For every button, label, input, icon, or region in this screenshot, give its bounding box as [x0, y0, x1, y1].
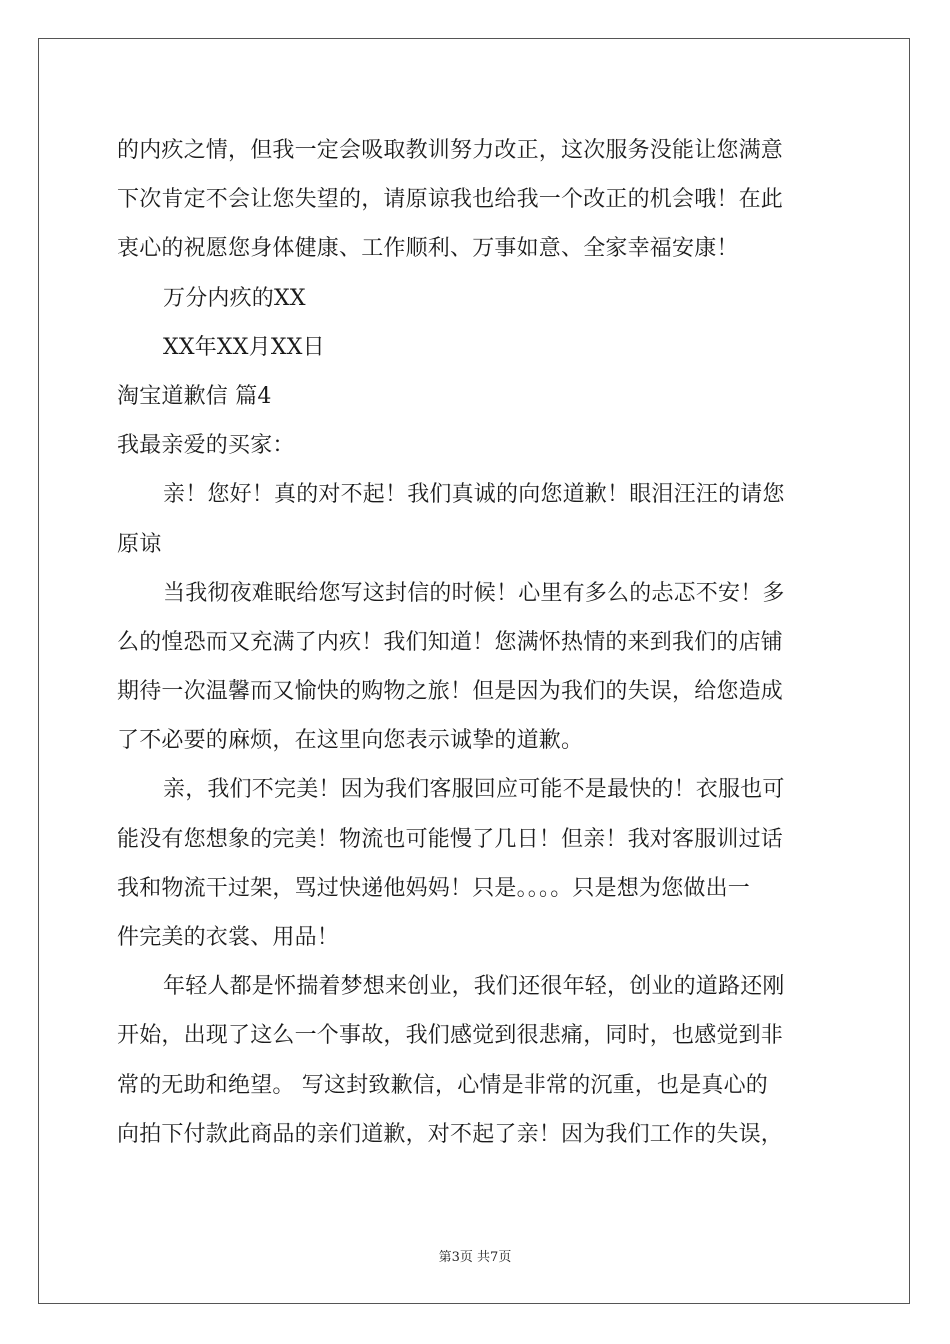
text-line-13: 了不必要的麻烦，在这里向您表示诚挚的道歉。: [117, 728, 584, 754]
text-line-8: 亲！您好！真的对不起！我们真诚的向您道歉！眼泪汪汪的请您: [163, 482, 785, 508]
text-line-20: 常的无助和绝望。 写这封致歉信，心情是非常的沉重，也是真心的: [117, 1072, 768, 1098]
text-line-2: 下次肯定不会让您失望的，请原谅我也给我一个改正的机会哦！在此: [117, 187, 784, 213]
text-line-15: 能没有您想象的完美！物流也可能慢了几日！但亲！我对客服训过话: [117, 826, 784, 852]
text-line-18: 年轻人都是怀揣着梦想来创业，我们还很年轻，创业的道路还刚: [163, 974, 785, 1000]
text-line-14: 亲，我们不完美！因为我们客服回应可能不是最快的！衣服也可: [163, 777, 785, 803]
text-line-11: 么的惶恐而又充满了内疚！我们知道！您满怀热情的来到我们的店铺: [117, 629, 784, 655]
text-line-3: 衷心的祝愿您身体健康、工作顺利、万事如意、全家幸福安康！: [117, 236, 739, 262]
date-line: XX年XX月XX日: [163, 334, 325, 360]
page-footer: 第3页 共7页: [438, 1250, 512, 1265]
salutation: 我最亲爱的买家：: [117, 433, 295, 459]
text-line-16: 我和物流干过架，骂过快递他妈妈！只是。。。。只是想为您做出一: [117, 875, 751, 901]
section-heading: 淘宝道歉信 篇4: [117, 383, 272, 409]
signature-line: 万分内疚的XX: [163, 285, 306, 311]
text-line-12: 期待一次温馨而又愉快的购物之旅！但是因为我们的失误，给您造成: [117, 679, 784, 705]
text-line-9: 原谅: [117, 531, 162, 557]
document-body: [117, 126, 833, 1159]
text-line-17: 件完美的衣裳、用品！: [117, 925, 340, 950]
text-line-19: 开始，出现了这么一个事故，我们感觉到很悲痛，同时，也感觉到非: [117, 1023, 784, 1049]
text-line-10: 当我彻夜难眠给您写这封信的时候！心里有多么的忐忑不安！多: [163, 580, 785, 606]
text-line-21: 向拍下付款此商品的亲们道歉，对不起了亲！因为我们工作的失误，: [117, 1121, 784, 1147]
text-line-1: 的内疚之情，但我一定会吸取教训努力改正，这次服务没能让您满意: [117, 138, 784, 163]
